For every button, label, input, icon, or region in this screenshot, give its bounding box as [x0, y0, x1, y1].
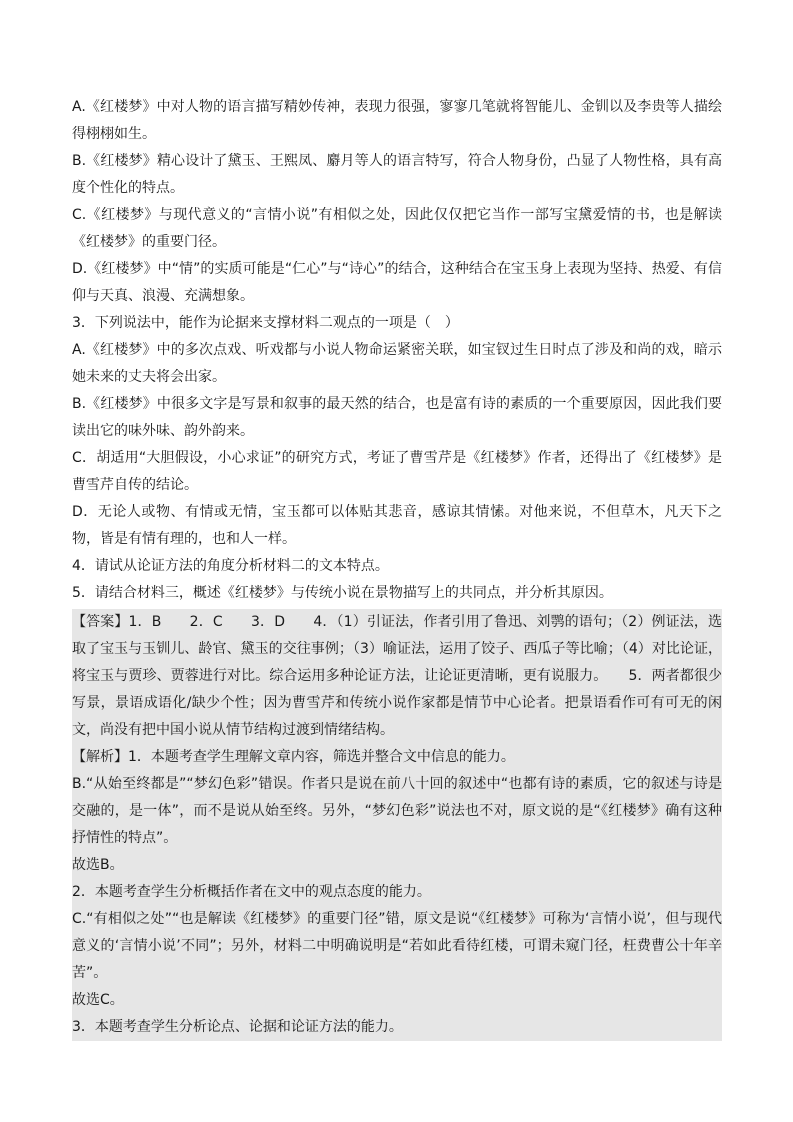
analysis-line: 【解析】1．本题考查学生理解文章内容，筛选并整合文中信息的能力。: [72, 749, 515, 765]
answer-analysis-block: [72, 609, 722, 1041]
analysis-line: 故选B。: [72, 857, 124, 873]
analysis-line: B.“从始至终都是”“梦幻色彩”错误。作者只是说在前八十回的叙述中“也都有诗的素质，它的叙述与诗是交融的，是一体”，而不是说从始至终。另外，“梦幻色彩”说法也不对，原文说的是“《红楼梦》确有这种抒情性的特点”。: [72, 776, 722, 846]
q2-option-b: B.《红楼梦》精心设计了黛玉、王熙凤、麝月等人的语言特写，符合人物身份，凸显了人物性格，具有高度个性化的特点。: [72, 153, 722, 196]
q3-option-d: D．无论人或物、有情或无情，宝玉都可以体贴其悲音，感谅其情愫。对他来说，不但草木，凡天下之物，皆是有情有理的，也和人一样。: [72, 504, 722, 547]
q3-option-b: B.《红楼梦》中很多文字是写景和叙事的最天然的结合，也是富有诗的素质的一个重要原因，因此我们要读出它的味外味、韵外韵来。: [72, 396, 722, 439]
analysis-line: 故选C。: [72, 992, 124, 1008]
q3-stem: 3．下列说法中，能作为论据来支撑材料二观点的一项是（ ）: [72, 315, 459, 331]
q2-option-a: A.《红楼梦》中对人物的语言描写精妙传神，表现力很强，寥寥几笔就将智能儿、金钏以及李贵等人描绘得栩栩如生。: [72, 99, 722, 142]
document-body: [72, 94, 722, 1041]
analysis-line: 2．本题考查学生分析概括作者在文中的观点态度的能力。: [72, 884, 431, 900]
q4-stem: 4．请试从论证方法的角度分析材料二的文本特点。: [72, 558, 389, 574]
q3-option-c: C．胡适用“大胆假设，小心求证”的研究方式，考证了曹雪芹是《红楼梦》作者，还得出了《红楼梦》是曹雪芹自传的结论。: [72, 450, 722, 493]
q5-stem: 5．请结合材料三，概述《红楼梦》与传统小说在景物描写上的共同点，并分析其原因。: [72, 585, 613, 601]
q2-option-c: C.《红楼梦》与现代意义的“言情小说”有相似之处，因此仅仅把它当作一部写宝黛爱情的书，也是解读《红楼梦》的重要门径。: [72, 207, 722, 250]
analysis-line: 3．本题考查学生分析论点、论据和论证方法的能力。: [72, 1019, 403, 1035]
answer-text: 【答案】1．B 2．C 3．D 4．（1）引证法，作者引用了鲁迅、刘鹗的语句；（2）例证法，选取了宝玉与玉钏儿、龄官、黛玉的交往事例；（3）喻证法，运用了饺子、西瓜子等比喻；（4）对比论证，将宝玉与贾珍、贾蓉进行对比。综合运用多种论证方法，让论证更清晰，更有说服力。 5．两者都很少写景，景语成语化/缺少个性；因为曹雪芹和传统小说作家都是情节中心论者。把景语看作可有可无的闲文，尚没有把中国小说从情节结构过渡到情绪结构。: [72, 614, 722, 738]
q3-option-a: A.《红楼梦》中的多次点戏、听戏都与小说人物命运紧密关联，如宝钗过生日时点了涉及和尚的戏，暗示她未来的丈夫将会出家。: [72, 342, 722, 385]
analysis-line: C.“有相似之处”“也是解读《红楼梦》的重要门径”错，原文是说“《红楼梦》可称为‘言情小说’，但与现代意义的‘言情小说’不同”；另外，材料二中明确说明是“若如此看待红楼，可谓未窥门径，枉费曹公十年辛苦”。: [72, 911, 722, 981]
q2-option-d: D.《红楼梦》中“情”的实质可能是“仁心”与“诗心”的结合，这种结合在宝玉身上表现为坚持、热爱、有信仰与天真、浪漫、充满想象。: [72, 261, 722, 304]
